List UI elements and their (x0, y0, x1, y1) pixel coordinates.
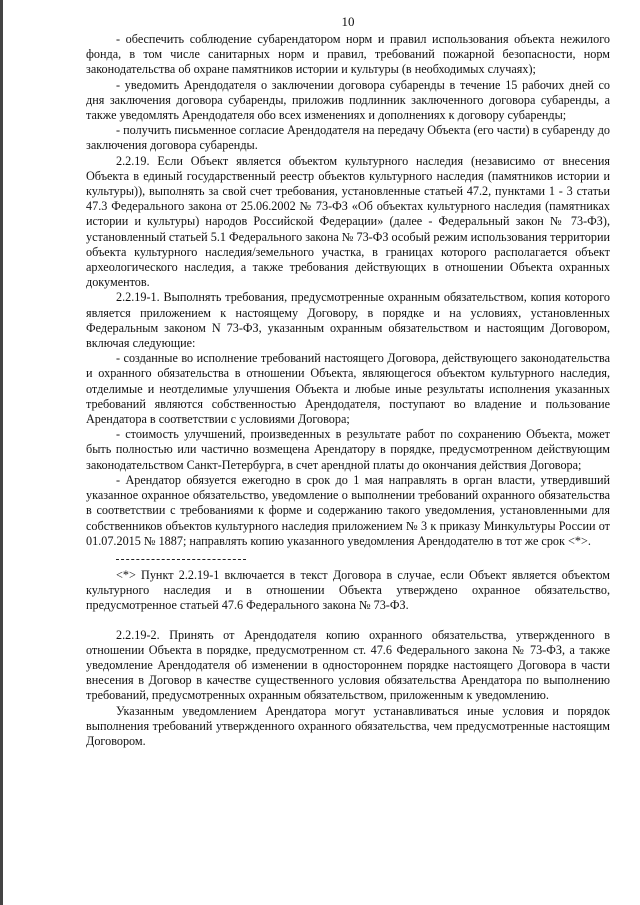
paragraph: - обеспечить соблюдение субарендатором норм и правил использования объекта нежилого фонда, в том числе санитарных норм и правил, требований пожарной безопасности, норм законодательства об охране памятников истории и культуры (в необходимых случаях); (86, 32, 610, 77)
clause-2-2-19-2: 2.2.19-2. Принять от Арендодателя копию охранного обязательства, утвержденного в отношении Объекта в порядке, предусмотренном ст. 47.6 Федерального закона № 73-ФЗ, а также уведомление Арендодателя об изменении в одностороннем порядке настоящего Договора в части внесения в Договор в качестве существенного условия обязательства Арендатора по выполнению требований, предусмотренных охранным обязательством, приложенным к уведомлению. (86, 627, 610, 703)
paragraph: - Арендатор обязуется ежегодно в срок до 1 мая направлять в орган власти, утвердивший указанное охранное обязательство, уведомление о выполнении требований охранного обязательства в соответствии с требованиями к форме и содержанию такого уведомления, установленными для собственников объектов культурного наследия приложением № 3 к приказу Минкультуры России от 01.07.2015 № 1887; направлять копию указанного уведомления Арендодателю в тот же срок <*>. (86, 472, 610, 548)
clause-2-2-19-1: 2.2.19-1. Выполнять требования, предусмотренные охранным обязательством, копия которого является приложением к настоящему Договору, в порядке и на условиях, установленных Федеральным законом N 73-ФЗ, указанным охранным обязательством и настоящим Договором, включая следующие: (86, 290, 610, 351)
clause-2-2-19: 2.2.19. Если Объект является объектом культурного наследия (независимо от внесения Объекта в единый государственный реестр объектов культурного наследия (памятников истории и культуры)), выполнять за свой счет требования, установленные статьей 47.2, пунктами 1 - 3 статьи 47.3 Федерального закона от 25.06.2002 № 73-ФЗ «Об объектах культурного наследия (памятниках истории и культуры) народов Российской Федерации» (далее - Федеральный закон № 73-ФЗ), установленный статьей 5.1 Федерального закона № 73-ФЗ особый режим использования территории объекта культурного наследия/земельного участка, в границах которого располагается объект археологического наследия, а также требования действующих в отношении Объекта охранных документов. (86, 153, 610, 290)
paragraph: - созданные во исполнение требований настоящего Договора, действующего законодательства и охранного обязательства в отношении Объекта, являющегося объектом культурного наследия, отделимые и неотделимые улучшения Объекта и любые иные результаты исполнения указанных требований являются собственностью Арендодателя, поступают во владение и пользование Арендатора в соответствии с условиями Договора; (86, 351, 610, 427)
paragraph: - уведомить Арендодателя о заключении договора субаренды в течение 15 рабочих дней со дня заключения договора субаренды, приложив подлинник заключенного договора субаренды, а также уведомлять Арендодателя обо всех изменениях и дополнениях к договору субаренды; (86, 77, 610, 123)
page-number: 10 (341, 14, 355, 29)
paragraph: - получить письменное согласие Арендодателя на передачу Объекта (его части) в субаренду до заключения договора субаренды. (86, 123, 610, 153)
paragraph: Указанным уведомлением Арендатора могут устанавливаться иные условия и порядок выполнения требований утвержденного охранного обязательства, чем предусмотренные настоящим Договором. (86, 703, 610, 748)
document-page (86, 14, 610, 749)
footnote: <*> Пункт 2.2.19-1 включается в текст Договора в случае, если Объект является объектом культурного наследия и в отношении Объекта утверждено охранное обязательство, предусмотренное статьей 47.6 Федерального закона № 73-ФЗ. (86, 567, 610, 613)
scan-edge (0, 0, 3, 905)
footnote-separator (116, 559, 246, 560)
paragraph: - стоимость улучшений, произведенных в результате работ по сохранению Объекта, может быть полностью или частично возмещена Арендатору в порядке, предусмотренном действующим законодательством Санкт-Петербурга, в счет арендной платы до окончания действия Договора; (86, 427, 610, 472)
